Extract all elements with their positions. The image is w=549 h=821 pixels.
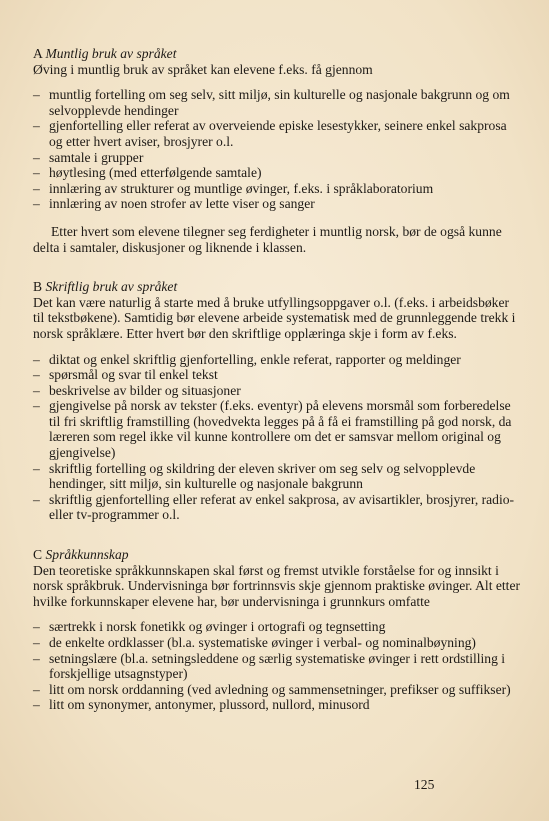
list-item: – spørsmål og svar til enkel tekst bbox=[33, 367, 521, 383]
section-a-closing: Etter hvert som elevene tilegner seg ferdigheter i muntlig norsk, bør de også kunne delta i samtaler, diskusjoner og liknende i klassen. bbox=[33, 223, 502, 255]
list-item: – samtale i grupper bbox=[33, 150, 521, 166]
list-item: – gjengivelse på norsk av tekster (f.eks. eventyr) på elevens morsmål som forberedelse til fri skriftlig framstilling (hovedvekta legges på å få ei framstilling på god norsk, da læreren som regel ikke vil kunne kontrollere om det er samsvar mellom original og gjengivelse) bbox=[33, 398, 521, 460]
list-item: – gjenfortelling eller referat av overveiende episke lesestykker, seinere enkel sakprosa og etter hvert aviser, brosjyrer o.l. bbox=[33, 118, 521, 149]
section-b-list bbox=[33, 352, 521, 524]
section-b-heading bbox=[33, 279, 521, 295]
list-item: – beskrivelse av bilder og situasjoner bbox=[33, 383, 521, 399]
section-a bbox=[33, 46, 521, 255]
page-content bbox=[33, 46, 521, 713]
list-item: – litt om synonymer, antonymer, plussord, nullord, minusord bbox=[33, 697, 521, 713]
section-a-list bbox=[33, 87, 521, 212]
section-b bbox=[33, 279, 521, 523]
section-a-intro: Øving i muntlig bruk av språket kan elevene f.eks. få gjennom bbox=[33, 61, 373, 77]
list-item: – setningslære (bl.a. setningsleddene og særlig systematiske øvinger i rett ordstilling i forskjellige utsagnstyper) bbox=[33, 651, 521, 682]
list-item: – de enkelte ordklasser (bl.a. systematiske øvinger i verbal- og nominalbøyning) bbox=[33, 635, 521, 651]
section-a-letter: A bbox=[33, 46, 43, 61]
list-item: – skriftlig fortelling og skildring der eleven skriver om seg selv og selvopplevde hendinger, sitt miljø, sin kulturelle og nasjonale bakgrunn bbox=[33, 461, 521, 492]
list-item: – muntlig fortelling om seg selv, sitt miljø, sin kulturelle og nasjonale bakgrunn og om selvopplevde hendinger bbox=[33, 87, 521, 118]
section-b-letter: B bbox=[33, 279, 43, 295]
section-c-intro: Den teoretiske språkkunnskapen skal først og fremst utvikle forståelse for og innsikt i norsk språkbruk. Undervisninga bør fortrinnsvis skje gjennom praktiske øvinger. Alt etter hvilke forkunnskaper elevene har, bør undervisninga i grunnkurs omfatte bbox=[33, 562, 521, 609]
list-item: – høytlesing (med etterfølgende samtale) bbox=[33, 165, 521, 181]
page-number: 125 bbox=[414, 777, 435, 792]
section-c-heading bbox=[33, 547, 521, 563]
list-item: – særtrekk i norsk fonetikk og øvinger i ortografi og tegnsetting bbox=[33, 619, 521, 635]
section-a-heading bbox=[33, 46, 521, 62]
section-c-title: Språkkunnskap bbox=[45, 547, 129, 563]
section-b-title: Skriftlig bruk av språket bbox=[45, 279, 178, 295]
section-b-intro: Det kan være naturlig å starte med å bruke utfyllingsoppgaver o.l. (f.eks. i arbeidsbøker til tekstbøkene). Samtidig bør elevene arbeide systematisk med de grunnleggende trekk i norsk språklære. Etter hvert bør den skriftlige opplæringa skje i form av f.eks. bbox=[33, 294, 516, 341]
section-c-list bbox=[33, 619, 521, 713]
list-item: – innlæring av noen strofer av lette viser og sanger bbox=[33, 196, 521, 212]
list-item: – diktat og enkel skriftlig gjenfortelling, enkle referat, rapporter og meldinger bbox=[33, 352, 521, 368]
section-a-title: Muntlig bruk av språket bbox=[45, 46, 177, 61]
section-c bbox=[33, 547, 521, 713]
list-item: – litt om norsk orddanning (ved avledning og sammensetninger, prefikser og suffikser) bbox=[33, 682, 521, 698]
list-item: – skriftlig gjenfortelling eller referat av enkel sakprosa, av avisartikler, brosjyrer, radio- eller tv-programmer o.l. bbox=[33, 492, 521, 523]
section-c-letter: C bbox=[33, 547, 43, 563]
list-item: – innlæring av strukturer og muntlige øvinger, f.eks. i språklaboratorium bbox=[33, 181, 521, 197]
